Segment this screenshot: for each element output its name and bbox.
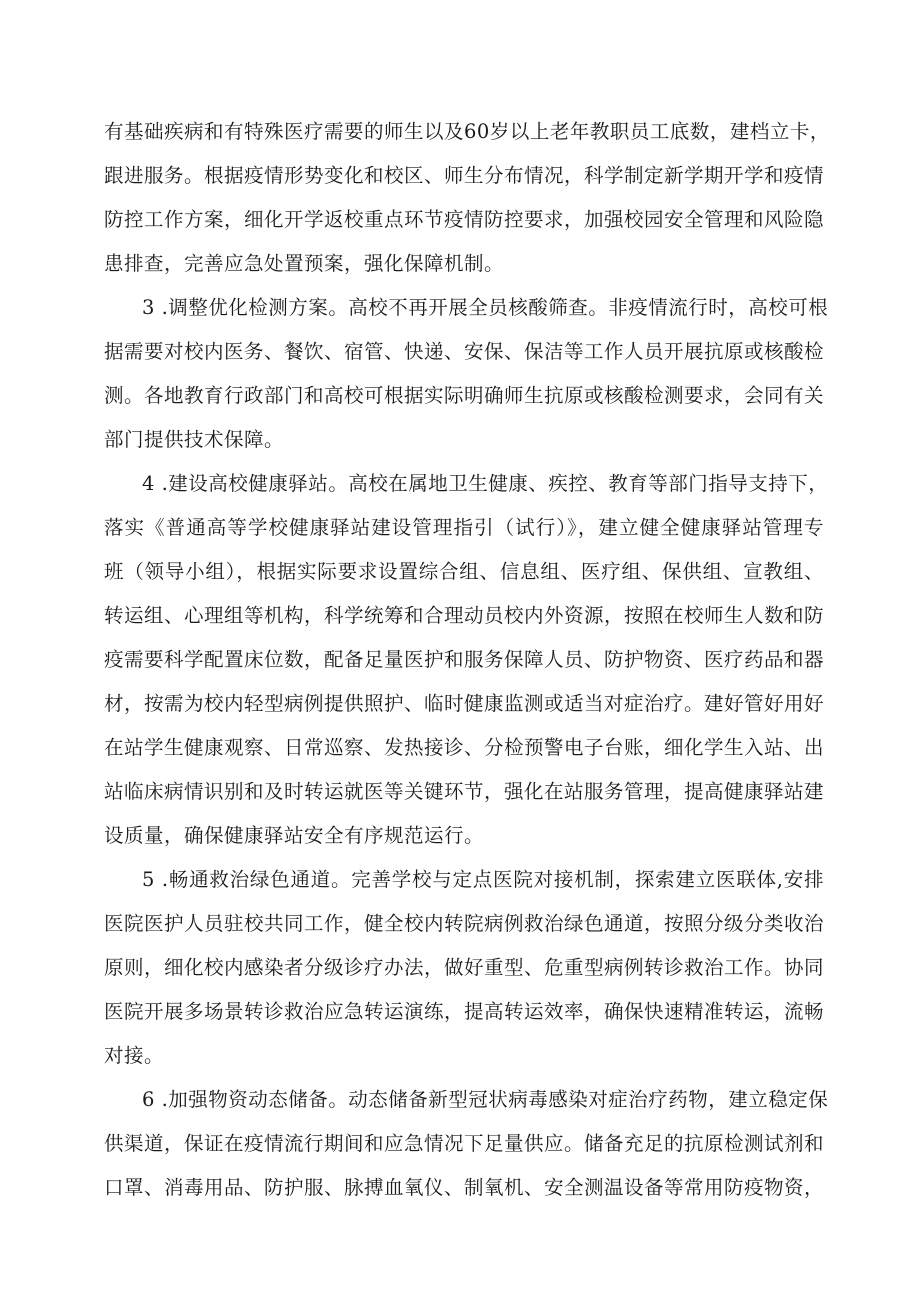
text-line: 测。各地教育行政部门和高校可根据实际明确师生抗原或核酸检测要求，会同有关 — [104, 384, 825, 407]
text-line: 设质量，确保健康驿站安全有序规范运行。 — [104, 824, 485, 847]
text-line: 站临床病情识别和及时转运就医等关键环节，强化在站服务管理，提高健康驿站建 — [104, 780, 825, 803]
text-line: 患排查，完善应急处置预案，强化保障机制。 — [104, 252, 505, 275]
paragraph-first-line: 3 .调整优化检测方案。高校不再开展全员核酸筛查。非疫情流行时，高校可根 — [142, 296, 829, 319]
text-line: 防控工作方案，细化开学返校重点环节疫情防控要求，加强校园安全管理和风险隐 — [104, 208, 825, 231]
text-line: 材，按需为校内轻型病例提供照护、临时健康监测或适当对症治疗。建好管好用好 — [104, 692, 825, 715]
text-line: 据需要对校内医务、餐饮、宿管、快递、安保、保洁等工作人员开展抗原或核酸检 — [104, 340, 825, 363]
text-line: 在站学生健康观察、日常巡察、发热接诊、分检预警电子台账，细化学生入站、出 — [104, 736, 825, 759]
text-line: 口罩、消毒用品、防护服、脉搏血氧仪、制氧机、安全测温设备等常用防疫物资， — [104, 1176, 825, 1199]
text-line: 班（领导小组），根据实际要求设置综合组、信息组、医疗组、保供组、宣教组、 — [104, 560, 824, 583]
paragraph-first-line: 6 .加强物资动态储备。动态储备新型冠状病毒感染对症治疗药物，建立稳定保 — [142, 1088, 829, 1111]
text-line: 有基础疾病和有特殊医疗需要的师生以及60岁以上老年教职员工底数，建档立卡， — [104, 120, 830, 143]
paragraph-first-line: 5 .畅通救治绿色通道。完善学校与定点医院对接机制，探索建立医联体,安排 — [142, 868, 824, 891]
text-line: 部门提供技术保障。 — [104, 428, 285, 451]
paragraph-first-line: 4 .建设高校健康驿站。高校在属地卫生健康、疾控、教育等部门指导支持下， — [142, 472, 829, 495]
text-line: 转运组、心理组等机构，科学统筹和合理动员校内外资源，按照在校师生人数和防 — [104, 604, 825, 627]
text-line: 落实《普通高等学校健康驿站建设管理指引（试行）》，建立健全健康驿站管理专 — [104, 516, 824, 539]
text-line: 对接。 — [104, 1044, 165, 1067]
text-line: 供渠道，保证在疫情流行期间和应急情况下足量供应。储备充足的抗原检测试剂和 — [104, 1132, 825, 1155]
text-line: 疫需要科学配置床位数，配备足量医护和服务保障人员、防护物资、医疗药品和器 — [104, 648, 825, 671]
text-line: 医院开展多场景转诊救治应急转运演练，提高转运效率，确保快速精准转运，流畅 — [104, 1000, 825, 1023]
text-line: 医院医护人员驻校共同工作，健全校内转院病例救治绿色通道，按照分级分类收治 — [104, 912, 825, 935]
text-line: 原则，细化校内感染者分级诊疗办法，做好重型、危重型病例转诊救治工作。协同 — [104, 956, 825, 979]
text-line: 跟进服务。根据疫情形势变化和校区、师生分布情况，科学制定新学期开学和疫情 — [104, 164, 825, 187]
